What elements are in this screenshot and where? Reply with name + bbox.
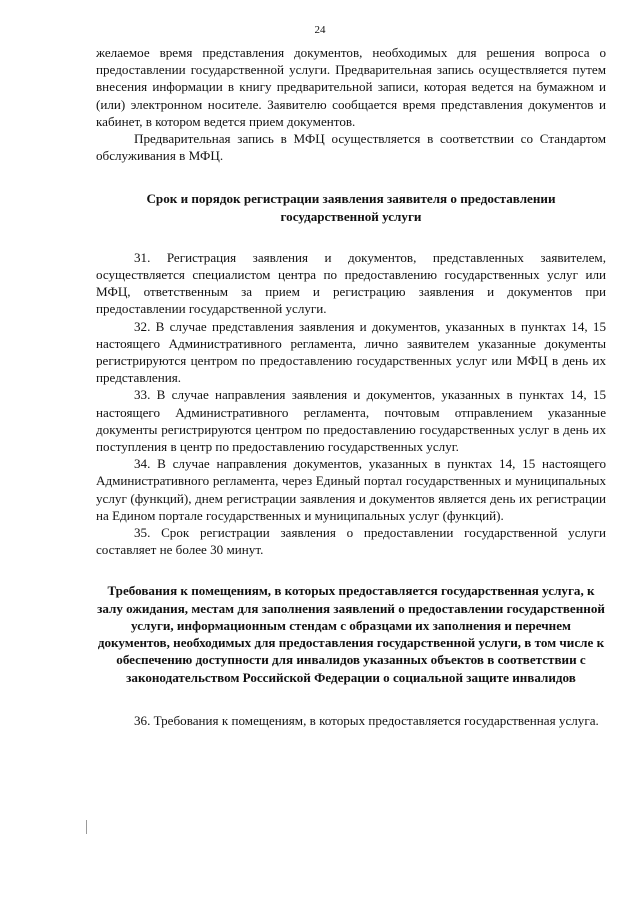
item-34: 34. В случае направления документов, указанных в пунктах 14, 15 настоящего Административного регламента, через Единый портал государственных и муниципальных услуг (функций), днем регистрации заявления и документов является день их регистрации на Едином портале государственных и муниципальных услуг (функций). [96,456,606,523]
paragraph-mfc-appointment: Предварительная запись в МФЦ осуществляется в соответствии со Стандартом обслуживания в МФЦ. [96,131,606,164]
section-registration-items [96,249,606,559]
page-number: 24 [314,24,326,36]
item-35: 35. Срок регистрации заявления о предоставлении государственной услуги составляет не более 30 минут. [96,525,606,558]
paragraph-intro: желаемое время представления документов, необходимых для решения вопроса о предоставлении государственной услуги. Предварительная запись осуществляется путем внесения информации в книгу предварительной записи, которая ведется на бумажном и (или) электронном носителе. Заявителю сообщается время представления документов и кабинет, в котором ведется прием документов. [96,45,606,129]
section-premises-items [96,712,606,729]
item-31: 31. Регистрация заявления и документов, представленных заявителем, осуществляется специалистом центра по предоставлению государственных услуг или МФЦ, ответственным за прием и регистрацию заявления и документов при предоставлении государственной услуги. [96,249,606,317]
item-36: 36. Требования к помещениям, в которых предоставляется государственная услуга. [134,712,599,728]
section-heading-premises: Требования к помещениям, в которых предоставляется государственная услуга, к залу ожидания, местам для заполнения заявлений о предоставлении государственной услуги, информационным стендам с образцами их заполнения и перечнем документов, необходимых для предоставления государственной услуги, в том числе к обеспечению доступности для инвалидов указанных объектов в соответствии с законодательством Российской Федерации о социальной защите инвалидов [97,583,605,685]
scan-margin-mark [86,820,87,834]
item-33: 33. В случае направления заявления и документов, указанных в пунктах 14, 15 настоящего Административного регламента, почтовым отправлением указанные документы регистрируются центром по предоставлению государственных услуг в день их поступления в центр по предоставлению государственных услуг. [96,387,606,455]
page-content [96,44,606,729]
item-32: 32. В случае представления заявления и документов, указанных в пунктах 14, 15 настоящего Административного регламента, лично заявителем указанные документы регистрируются центром по предоставлению государственных услуг или МФЦ в день их представления. [96,318,606,386]
section-heading-registration: Срок и порядок регистрации заявления заявителя о предоставлении государственной услуги [146,191,556,224]
